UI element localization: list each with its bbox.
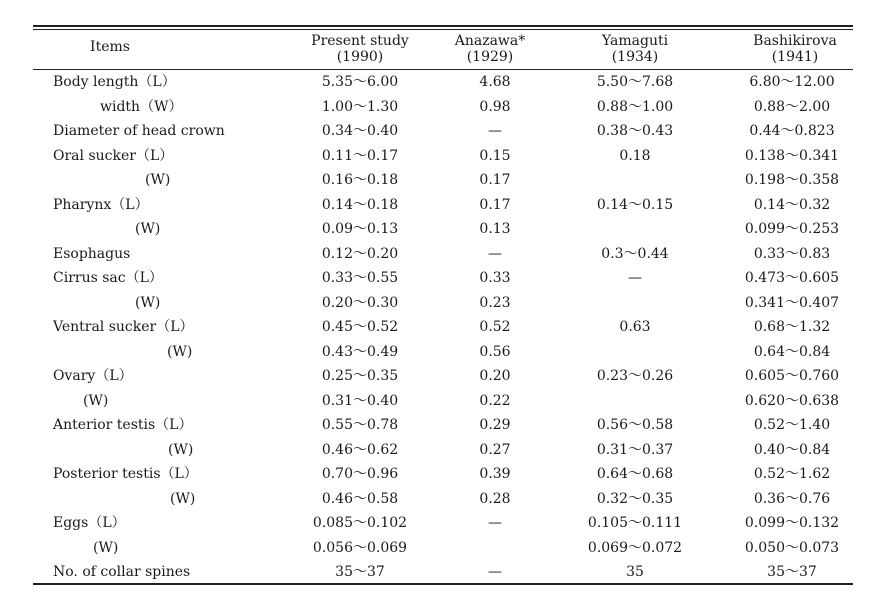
table-row	[0, 144, 881, 169]
header-anazawa	[440, 33, 540, 65]
table-row	[0, 266, 881, 291]
bottom-rule	[33, 583, 853, 585]
table-cell: 0.45〜0.52	[321, 319, 399, 335]
table-cell: 0.32〜0.35	[596, 490, 674, 507]
table-cell: —	[628, 270, 642, 286]
table-cell: 1.00〜1.30	[321, 98, 399, 115]
table-row	[0, 291, 881, 316]
table-cell: 5.50〜7.68	[596, 74, 674, 90]
table-cell: 0.43〜0.49	[321, 343, 399, 360]
table-row	[0, 119, 881, 144]
table-cell: 0.33〜0.83	[753, 245, 831, 262]
table-cell: 6.80〜12.00	[749, 74, 835, 90]
table-cell: 0.620〜0.638	[744, 392, 840, 409]
row-label: (W)	[135, 294, 161, 311]
table-row	[0, 340, 881, 365]
table-cell: 0.40〜0.84	[753, 441, 831, 458]
table-cell: 0.27	[479, 441, 511, 458]
table-cell: 0.34〜0.40	[321, 123, 399, 139]
table-body	[0, 70, 881, 585]
header-yamaguti	[575, 33, 695, 65]
table-cell: 0.14〜0.32	[753, 196, 831, 213]
table-cell: 0.39	[479, 466, 511, 482]
table-cell: 0.099〜0.132	[744, 515, 840, 531]
row-label: (W)	[145, 172, 171, 188]
table-cell: 5.35〜6.00	[321, 74, 399, 90]
table-cell: 0.52〜1.62	[753, 466, 831, 482]
table-cell: 0.16〜0.18	[321, 172, 399, 188]
table-cell: 0.099〜0.253	[744, 221, 840, 237]
table-cell: 0.46〜0.62	[321, 441, 399, 458]
row-label: (W)	[168, 441, 194, 458]
table-cell: —	[488, 564, 502, 580]
header-anazawa-year: (1929)	[466, 49, 514, 65]
row-label: Anterior testis（L）	[53, 417, 193, 433]
table-row	[0, 389, 881, 414]
header-items-label: Items	[90, 39, 130, 55]
table-cell: 0.31〜0.37	[596, 441, 674, 458]
header-yamaguti-year: (1934)	[611, 49, 659, 65]
table-cell: 0.63	[619, 319, 651, 335]
row-label: Posterior testis（L）	[53, 466, 198, 482]
table-row	[0, 242, 881, 267]
header-present-study-year: (1990)	[336, 49, 384, 65]
header-bashikirova	[740, 33, 850, 65]
table-cell: 0.56	[479, 343, 511, 360]
table-cell: 0.98	[479, 98, 511, 115]
table-cell: 0.14〜0.15	[596, 196, 674, 213]
row-label: Cirrus sac（L）	[53, 270, 163, 286]
table-cell: 0.52	[479, 319, 511, 335]
top-rule-double	[33, 29, 853, 30]
row-label: Pharynx（L）	[53, 196, 149, 213]
table-row	[0, 413, 881, 438]
table-cell: 35	[626, 564, 644, 580]
table-cell: 0.68〜1.32	[753, 319, 831, 335]
table-cell: 0.55〜0.78	[321, 417, 399, 433]
table-cell: 0.25〜0.35	[321, 368, 399, 384]
table-cell: 0.36〜0.76	[753, 490, 831, 507]
table-cell: 0.22	[479, 392, 511, 409]
row-label: Oral sucker（L）	[53, 147, 174, 164]
table-row	[0, 462, 881, 487]
table-row	[0, 193, 881, 218]
table-row	[0, 168, 881, 193]
table-row	[0, 70, 881, 95]
table-cell: 35〜37	[335, 564, 385, 580]
table-cell: 0.138〜0.341	[744, 147, 840, 164]
table-cell: 0.64〜0.68	[596, 466, 674, 482]
table-cell: 0.14〜0.18	[321, 196, 399, 213]
table-cell: 0.20	[479, 368, 511, 384]
table-cell: 0.18	[619, 147, 651, 164]
table-row	[0, 364, 881, 389]
table-cell: 0.11〜0.17	[321, 147, 399, 164]
table-cell: 0.17	[479, 196, 511, 213]
table-cell: 0.28	[479, 490, 511, 507]
table-cell: 0.33〜0.55	[321, 270, 399, 286]
table-cell: 0.105〜0.111	[587, 515, 683, 531]
table-cell: 0.88〜1.00	[596, 98, 674, 115]
table-row	[0, 217, 881, 242]
row-label: (W)	[170, 490, 196, 507]
table-cell: 0.198〜0.358	[744, 172, 840, 188]
table-cell: 0.341〜0.407	[744, 294, 840, 311]
table-row	[0, 315, 881, 340]
table-cell: 0.085〜0.102	[312, 515, 408, 531]
row-label: Body length（L）	[53, 74, 176, 90]
row-label: (W)	[83, 392, 109, 409]
table-cell: 0.44〜0.823	[749, 123, 835, 139]
table-cell: 0.33	[479, 270, 511, 286]
header-bashikirova-year: (1941)	[771, 49, 819, 65]
table-row	[0, 487, 881, 512]
table-cell: 0.88〜2.00	[753, 98, 831, 115]
table-cell: 0.29	[479, 417, 511, 433]
header-yamaguti-title: Yamaguti	[601, 33, 669, 49]
header-present-study	[300, 33, 420, 65]
table-cell: 0.473〜0.605	[744, 270, 840, 286]
table-cell: 0.050〜0.073	[744, 539, 840, 556]
top-rule	[33, 25, 853, 27]
header-anazawa-title: Anazawa*	[454, 33, 526, 49]
table-row	[0, 511, 881, 536]
row-label: Ovary（L）	[53, 368, 133, 384]
table-row	[0, 95, 881, 120]
row-label: (W)	[93, 539, 119, 556]
row-label: Esophagus	[53, 245, 131, 262]
table-cell: 0.20〜0.30	[321, 294, 399, 311]
row-label: (W)	[135, 221, 161, 237]
table-cell: 0.12〜0.20	[321, 245, 399, 262]
table-row	[0, 560, 881, 585]
table-cell: —	[488, 515, 502, 531]
table-cell: 0.52〜1.40	[753, 417, 831, 433]
row-label: No. of collar spines	[53, 564, 191, 580]
table-cell: 0.605〜0.760	[744, 368, 840, 384]
table-cell: 0.64〜0.84	[753, 343, 831, 360]
row-label: (W)	[167, 343, 193, 360]
row-label: Ventral sucker（L）	[53, 319, 194, 335]
table-cell: 35〜37	[767, 564, 817, 580]
table-cell: 0.09〜0.13	[321, 221, 399, 237]
table-cell: 0.056〜0.069	[312, 539, 408, 556]
table-cell: 0.38〜0.43	[596, 123, 674, 139]
header-bashikirova-title: Bashikirova	[753, 33, 837, 49]
table-cell: —	[488, 245, 502, 262]
table-cell: 0.23	[479, 294, 511, 311]
table-cell: 0.15	[479, 147, 511, 164]
table-cell: 0.3〜0.44	[601, 245, 669, 262]
row-label: width（W）	[100, 98, 183, 115]
row-label: Eggs（L）	[53, 515, 126, 531]
table-cell: 4.68	[479, 74, 511, 90]
table-cell: 0.17	[479, 172, 511, 188]
header-items	[60, 39, 160, 55]
table-row	[0, 438, 881, 463]
table-cell: 0.46〜0.58	[321, 490, 399, 507]
table-cell: 0.13	[479, 221, 511, 237]
table-cell: 0.70〜0.96	[321, 466, 399, 482]
table-cell: 0.069〜0.072	[587, 539, 683, 556]
table-cell: 0.56〜0.58	[596, 417, 674, 433]
table-row	[0, 536, 881, 561]
table-cell: —	[488, 123, 502, 139]
row-label: Diameter of head crown	[53, 123, 225, 139]
table-cell: 0.23〜0.26	[596, 368, 674, 384]
header-present-study-title: Present study	[311, 33, 409, 49]
table-cell: 0.31〜0.40	[321, 392, 399, 409]
